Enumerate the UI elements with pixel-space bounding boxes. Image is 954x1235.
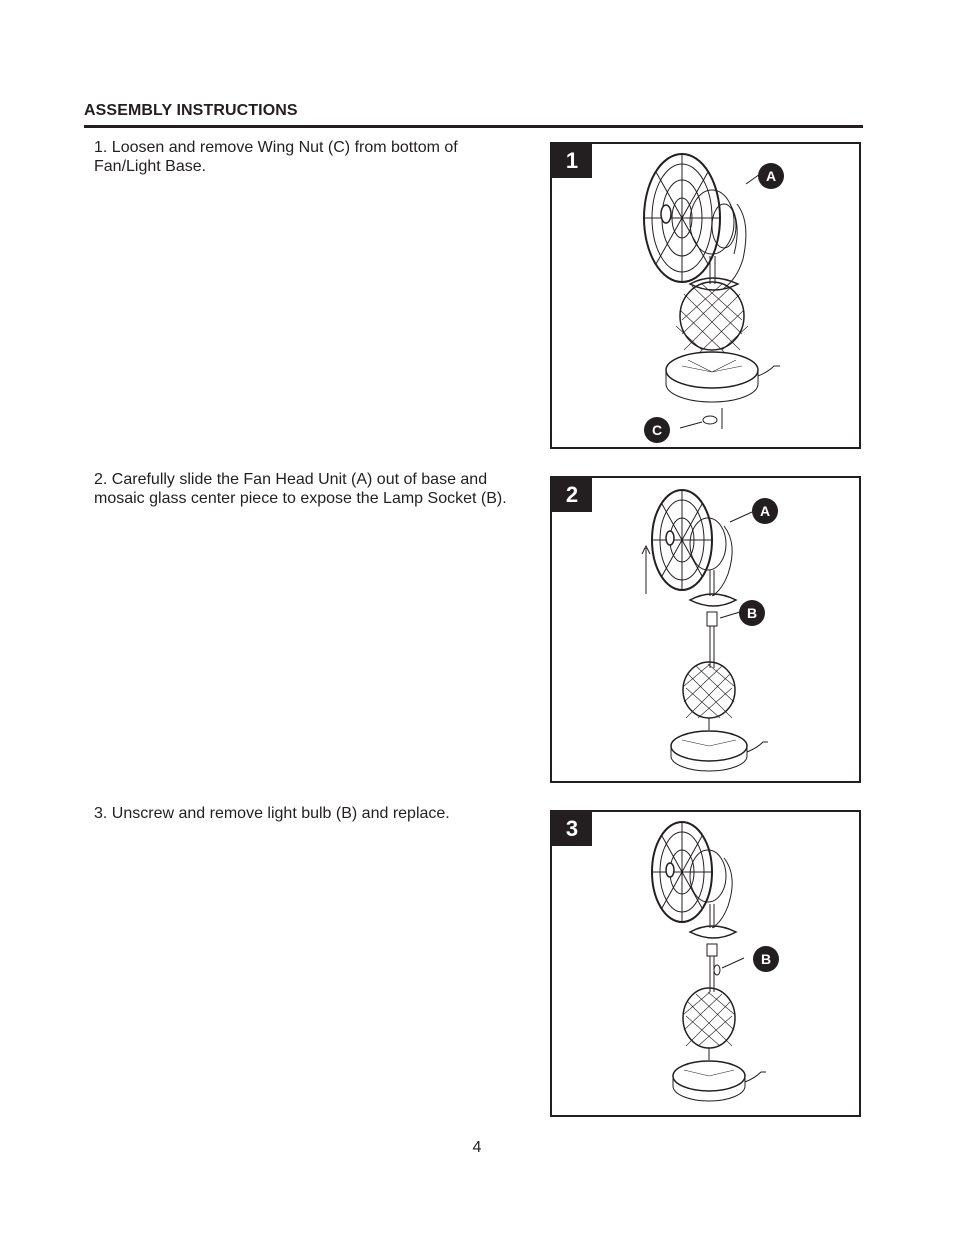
figure-number-badge: 1 — [552, 144, 592, 178]
bulb-replacement-illustration — [552, 812, 859, 1115]
figure-number-badge: 2 — [552, 478, 592, 512]
exploded-fan-lamp-illustration — [552, 478, 859, 781]
step-1-text: 1. Loosen and remove Wing Nut (C) from bottom of Fan/Light Base. — [94, 139, 458, 175]
step-1-figure — [550, 142, 861, 449]
callout-c: C — [644, 417, 670, 443]
callout-a: A — [758, 163, 784, 189]
callout-a: A — [752, 498, 778, 524]
step-2-figure — [550, 476, 861, 783]
title-rule — [84, 125, 863, 128]
callout-b: B — [739, 600, 765, 626]
callout-b: B — [753, 946, 779, 972]
step-3-figure — [550, 810, 861, 1117]
step-2-text: 2. Carefully slide the Fan Head Unit (A) out of base and mosaic glass center piece to expose the Lamp Socket (B). — [94, 471, 507, 507]
step-3-text: 3. Unscrew and remove light bulb (B) and replace. — [94, 805, 450, 822]
page-title: ASSEMBLY INSTRUCTIONS — [84, 102, 298, 119]
assembled-fan-lamp-illustration — [552, 144, 859, 447]
figure-number-badge: 3 — [552, 812, 592, 846]
page-number: 4 — [472, 1139, 482, 1156]
